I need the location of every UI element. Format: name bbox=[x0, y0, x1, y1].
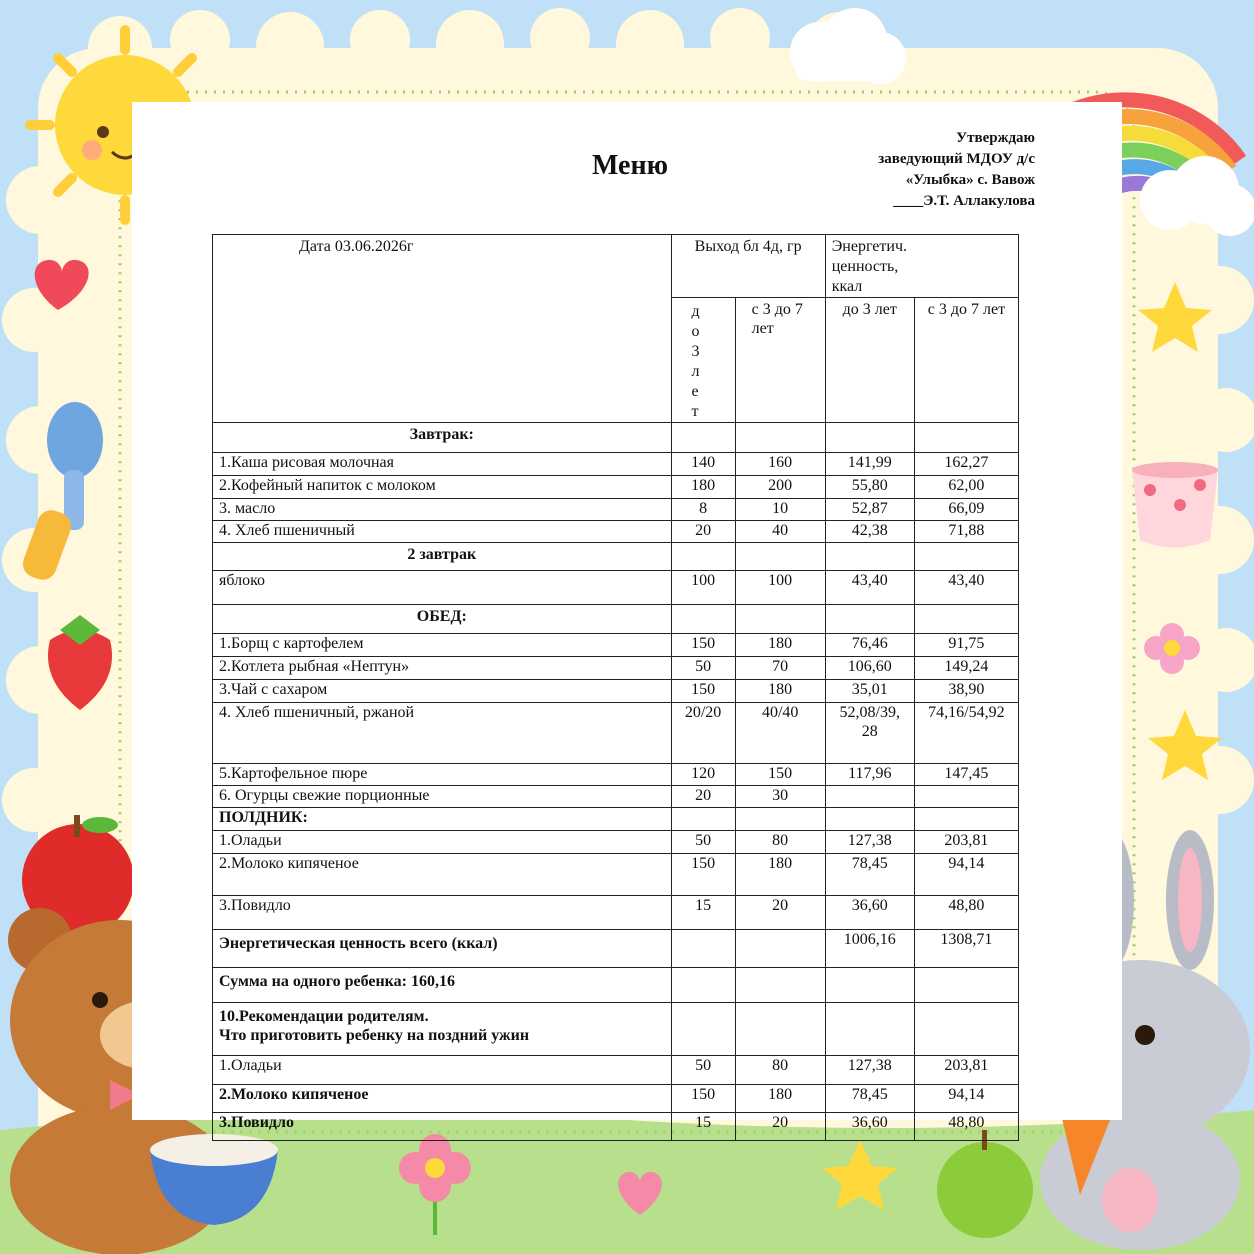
dish-row bbox=[213, 1113, 1019, 1141]
dish-row bbox=[213, 476, 1019, 499]
weight-old: 180 bbox=[735, 634, 825, 657]
weight-old: 10 bbox=[735, 499, 825, 521]
dish-name: 2.Молоко кипяченое bbox=[213, 854, 672, 896]
energy-old: 66,09 bbox=[914, 499, 1018, 521]
dish-name: 1.Борщ с картофелем bbox=[213, 634, 672, 657]
energy-old: 91,75 bbox=[914, 634, 1018, 657]
weight-old: 200 bbox=[735, 476, 825, 499]
dish-row bbox=[213, 657, 1019, 680]
dish-name: 3.Повидло bbox=[213, 1113, 672, 1141]
energy-young: 55,80 bbox=[825, 476, 914, 499]
empty-cell bbox=[825, 423, 914, 453]
empty-cell bbox=[914, 605, 1018, 634]
weight-young: 15 bbox=[671, 1113, 735, 1141]
energy-young: 52,08/39, 28 bbox=[825, 703, 914, 764]
energy-young bbox=[825, 786, 914, 808]
subheader-energy-old: с 3 до 7 лет bbox=[914, 298, 1018, 423]
weight-young bbox=[671, 930, 735, 968]
weight-young: 8 bbox=[671, 499, 735, 521]
dish-row bbox=[213, 499, 1019, 521]
weight-young: 20 bbox=[671, 521, 735, 543]
energy-old: 147,45 bbox=[914, 764, 1018, 786]
dish-name: 4. Хлеб пшеничный, ржаной bbox=[213, 703, 672, 764]
subheader-output-old: с 3 до 7 лет bbox=[735, 298, 825, 423]
energy-young: 35,01 bbox=[825, 680, 914, 703]
energy-old: 149,24 bbox=[914, 657, 1018, 680]
empty-cell bbox=[671, 808, 735, 831]
energy-young bbox=[825, 968, 914, 1003]
energy-old: 62,00 bbox=[914, 476, 1018, 499]
section-title: 2 завтрак bbox=[213, 543, 672, 571]
dish-row bbox=[213, 1056, 1019, 1085]
weight-old: 180 bbox=[735, 1085, 825, 1113]
approval-line-1: Утверждаю bbox=[956, 130, 1035, 146]
dish-name: 1.Оладьи bbox=[213, 1056, 672, 1085]
recommendation-line-2: Что приготовить ребенку на поздний ужин bbox=[219, 1027, 530, 1044]
header-output: Выход бл 4д, гр bbox=[671, 235, 825, 298]
weight-young: 180 bbox=[671, 476, 735, 499]
subheader-energy-young: до 3 лет bbox=[825, 298, 914, 423]
weight-old: 180 bbox=[735, 680, 825, 703]
cup-icon bbox=[1132, 462, 1218, 548]
weight-young: 120 bbox=[671, 764, 735, 786]
total-row bbox=[213, 968, 1019, 1003]
weight-old: 20 bbox=[735, 896, 825, 930]
weight-young: 50 bbox=[671, 1056, 735, 1085]
dish-row bbox=[213, 453, 1019, 476]
dish-row bbox=[213, 1085, 1019, 1113]
energy-young: 76,46 bbox=[825, 634, 914, 657]
dish-row bbox=[213, 831, 1019, 854]
empty-cell bbox=[671, 605, 735, 634]
energy-old: 38,90 bbox=[914, 680, 1018, 703]
empty-cell bbox=[825, 808, 914, 831]
weight-young: 20/20 bbox=[671, 703, 735, 764]
header-energy: Энергетич. ценность, ккал bbox=[825, 235, 1018, 298]
energy-young: 1006,16 bbox=[825, 930, 914, 968]
dish-name: 6. Огурцы свежие порционные bbox=[213, 786, 672, 808]
empty-cell bbox=[735, 605, 825, 634]
approval-line-2: заведующий МДОУ д/с bbox=[878, 151, 1035, 167]
energy-young: 106,60 bbox=[825, 657, 914, 680]
weight-young: 20 bbox=[671, 786, 735, 808]
weight-old: 180 bbox=[735, 854, 825, 896]
total-row bbox=[213, 930, 1019, 968]
approval-line-3: «Улыбка» с. Вавож bbox=[905, 172, 1035, 188]
weight-old: 80 bbox=[735, 1056, 825, 1085]
weight-young: 50 bbox=[671, 831, 735, 854]
energy-old: 74,16/54,92 bbox=[914, 703, 1018, 764]
approval-signature: ____Э.Т. Аллакулова bbox=[893, 193, 1035, 209]
energy-young: 117,96 bbox=[825, 764, 914, 786]
section-title: ПОЛДНИК: bbox=[213, 808, 672, 831]
weight-old: 40 bbox=[735, 521, 825, 543]
empty-cell bbox=[735, 808, 825, 831]
section-row bbox=[213, 808, 1019, 831]
weight-old: 160 bbox=[735, 453, 825, 476]
weight-young: 15 bbox=[671, 896, 735, 930]
energy-old: 203,81 bbox=[914, 831, 1018, 854]
page-title: Меню bbox=[591, 150, 668, 181]
weight-young: 150 bbox=[671, 634, 735, 657]
empty-cell bbox=[914, 423, 1018, 453]
dish-name: 2.Котлета рыбная «Нептун» bbox=[213, 657, 672, 680]
empty-cell bbox=[825, 605, 914, 634]
energy-old: 162,27 bbox=[914, 453, 1018, 476]
dish-row bbox=[213, 634, 1019, 657]
menu-body bbox=[213, 423, 1019, 1141]
empty-cell bbox=[671, 1003, 735, 1056]
energy-old: 94,14 bbox=[914, 1085, 1018, 1113]
energy-young: 78,45 bbox=[825, 854, 914, 896]
weight-old bbox=[735, 968, 825, 1003]
energy-young: 141,99 bbox=[825, 453, 914, 476]
weight-old: 80 bbox=[735, 831, 825, 854]
dish-row bbox=[213, 703, 1019, 764]
empty-cell bbox=[735, 1003, 825, 1056]
weight-young: 150 bbox=[671, 854, 735, 896]
energy-old: 71,88 bbox=[914, 521, 1018, 543]
weight-young: 100 bbox=[671, 571, 735, 605]
energy-old: 48,80 bbox=[914, 1113, 1018, 1141]
energy-old: 94,14 bbox=[914, 854, 1018, 896]
dish-row bbox=[213, 680, 1019, 703]
energy-young: 36,60 bbox=[825, 1113, 914, 1141]
section-title: ОБЕД: bbox=[213, 605, 672, 634]
energy-young: 78,45 bbox=[825, 1085, 914, 1113]
dish-row bbox=[213, 571, 1019, 605]
empty-cell bbox=[914, 543, 1018, 571]
dish-row bbox=[213, 786, 1019, 808]
energy-young: 43,40 bbox=[825, 571, 914, 605]
energy-young: 36,60 bbox=[825, 896, 914, 930]
menu-table bbox=[212, 234, 1019, 1141]
section-title: Завтрак: bbox=[213, 423, 672, 453]
weight-old: 40/40 bbox=[735, 703, 825, 764]
dish-name: 3.Чай с сахаром bbox=[213, 680, 672, 703]
energy-old: 43,40 bbox=[914, 571, 1018, 605]
total-label: Сумма на одного ребенка: 160,16 bbox=[213, 968, 672, 1003]
dish-row bbox=[213, 854, 1019, 896]
energy-young: 127,38 bbox=[825, 1056, 914, 1085]
recommendation-title bbox=[213, 1003, 672, 1056]
subheader-output-young: до3лет bbox=[671, 298, 735, 423]
header-row bbox=[213, 235, 1019, 298]
dish-name: 1.Каша рисовая молочная bbox=[213, 453, 672, 476]
weight-young: 50 bbox=[671, 657, 735, 680]
dish-row bbox=[213, 764, 1019, 786]
energy-old: 1308,71 bbox=[914, 930, 1018, 968]
section-row bbox=[213, 543, 1019, 571]
energy-old: 48,80 bbox=[914, 896, 1018, 930]
weight-old bbox=[735, 930, 825, 968]
empty-cell bbox=[671, 543, 735, 571]
dish-name: 4. Хлеб пшеничный bbox=[213, 521, 672, 543]
weight-young: 140 bbox=[671, 453, 735, 476]
energy-old bbox=[914, 786, 1018, 808]
dish-name: 5.Картофельное пюре bbox=[213, 764, 672, 786]
empty-cell bbox=[914, 1003, 1018, 1056]
weight-old: 150 bbox=[735, 764, 825, 786]
empty-cell bbox=[825, 543, 914, 571]
empty-cell bbox=[671, 423, 735, 453]
empty-cell bbox=[825, 1003, 914, 1056]
total-label: Энергетическая ценность всего (ккал) bbox=[213, 930, 672, 968]
energy-young: 127,38 bbox=[825, 831, 914, 854]
energy-young: 42,38 bbox=[825, 521, 914, 543]
dish-name: 2.Кофейный напиток с молоком bbox=[213, 476, 672, 499]
header-date: Дата 03.06.2026г bbox=[213, 235, 672, 423]
dish-name: яблоко bbox=[213, 571, 672, 605]
energy-old: 203,81 bbox=[914, 1056, 1018, 1085]
empty-cell bbox=[735, 423, 825, 453]
energy-old bbox=[914, 968, 1018, 1003]
weight-old: 30 bbox=[735, 786, 825, 808]
dish-name: 3.Повидло bbox=[213, 896, 672, 930]
dish-name: 3. масло bbox=[213, 499, 672, 521]
approval-block bbox=[878, 128, 1035, 212]
dish-name: 2.Молоко кипяченое bbox=[213, 1085, 672, 1113]
weight-young: 150 bbox=[671, 680, 735, 703]
weight-young bbox=[671, 968, 735, 1003]
dish-name: 1.Оладьи bbox=[213, 831, 672, 854]
dish-row bbox=[213, 896, 1019, 930]
energy-young: 52,87 bbox=[825, 499, 914, 521]
empty-cell bbox=[735, 543, 825, 571]
recommendation-row bbox=[213, 1003, 1019, 1056]
empty-cell bbox=[914, 808, 1018, 831]
weight-young: 150 bbox=[671, 1085, 735, 1113]
section-row bbox=[213, 605, 1019, 634]
weight-old: 70 bbox=[735, 657, 825, 680]
recommendation-line-1: 10.Рекомендации родителям. bbox=[219, 1008, 429, 1025]
weight-old: 20 bbox=[735, 1113, 825, 1141]
section-row bbox=[213, 423, 1019, 453]
dish-row bbox=[213, 521, 1019, 543]
weight-old: 100 bbox=[735, 571, 825, 605]
